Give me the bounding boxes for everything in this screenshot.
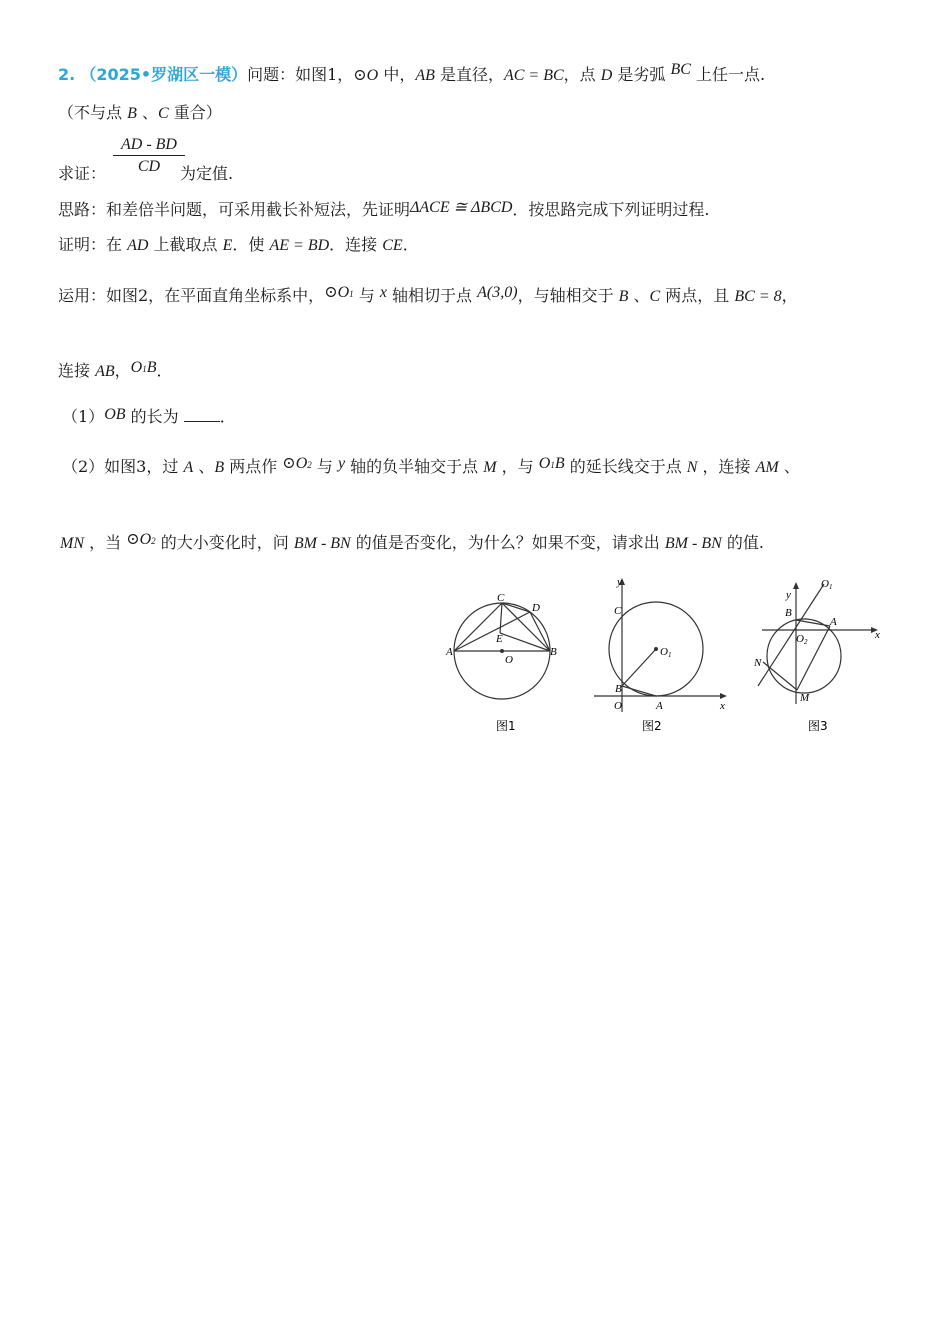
fig1-label-d: D bbox=[532, 602, 540, 614]
math-bm-bn: BM - BN bbox=[664, 535, 722, 552]
fig1-label-b: B bbox=[550, 646, 557, 658]
text: ， bbox=[114, 361, 131, 380]
text: 求证： bbox=[58, 164, 107, 183]
fig1-label-o: O bbox=[505, 654, 513, 666]
text: 证明：在 bbox=[58, 235, 128, 254]
text: 思路：和差倍半问题，可采用截长补短法，先证明 bbox=[58, 200, 411, 219]
problem-line-2 bbox=[58, 102, 222, 125]
text: 两点，且 bbox=[660, 286, 735, 305]
fig2-label-b: B bbox=[615, 683, 622, 695]
math-congruence: ΔACE ≅ ΔBCD bbox=[410, 199, 513, 216]
fig3-label-a: A bbox=[830, 616, 837, 628]
math-ab: AB bbox=[95, 363, 115, 380]
problem-line-4 bbox=[58, 199, 710, 222]
problem-line-7 bbox=[58, 360, 173, 384]
text: 的长为 bbox=[125, 407, 184, 426]
fig2-label-x: x bbox=[720, 700, 725, 712]
fraction-denominator: CD bbox=[137, 158, 161, 175]
text: 、 bbox=[136, 103, 158, 122]
math-circle-o1: ⊙O1 bbox=[324, 284, 354, 301]
fig3-label-x: x bbox=[875, 629, 880, 641]
fig1-segment-ad bbox=[454, 612, 530, 651]
fig1-segment-ac bbox=[454, 603, 502, 651]
math-b: B bbox=[214, 459, 225, 476]
text: ． bbox=[219, 407, 236, 426]
math-b: B bbox=[127, 105, 137, 122]
fig1-label-c: C bbox=[497, 592, 505, 604]
text: ． bbox=[402, 235, 419, 254]
text: 是直径， bbox=[434, 65, 504, 84]
math-ce: CE bbox=[382, 237, 403, 254]
math-bm-bn: BM - BN bbox=[293, 535, 351, 552]
math-ae-bd: AE = BD bbox=[269, 237, 330, 254]
text: 两点作 bbox=[224, 457, 283, 476]
problem-number: 2. bbox=[58, 65, 76, 84]
text: ． bbox=[156, 361, 173, 380]
text: 为定值. bbox=[180, 164, 234, 183]
math-ac-bc: AC = BC bbox=[503, 67, 564, 84]
fig2-segment-ba bbox=[622, 686, 656, 696]
fig2-label-a: A bbox=[656, 700, 663, 712]
fig3-segment-ba bbox=[796, 620, 830, 626]
figure-1 bbox=[440, 590, 570, 740]
text: ．使 bbox=[232, 235, 270, 254]
math-point-a: A(3,0) bbox=[477, 284, 518, 301]
text: ．连接 bbox=[329, 235, 383, 254]
math-am: AM bbox=[755, 459, 779, 476]
answer-blank[interactable] bbox=[184, 405, 220, 422]
math-o1b: O1B bbox=[130, 359, 157, 376]
text: ，当 bbox=[84, 533, 127, 552]
text: ，与轴相交于 bbox=[517, 286, 619, 305]
figure-3 bbox=[750, 574, 890, 740]
fig3-label-n: N bbox=[754, 657, 762, 669]
fig1-segment-ce bbox=[500, 603, 502, 633]
text: ，与 bbox=[496, 457, 539, 476]
math-circle-o2: ⊙O2 bbox=[282, 455, 312, 472]
fig3-line-o1n bbox=[758, 584, 824, 686]
fig2-segment-bo1 bbox=[622, 649, 656, 686]
text: （1） bbox=[62, 407, 105, 426]
math-n: N bbox=[686, 459, 698, 476]
figure-2 bbox=[590, 572, 735, 740]
math-x: x bbox=[379, 284, 387, 301]
fig2-center-dot bbox=[654, 647, 658, 651]
math-c: C bbox=[157, 105, 169, 122]
fig3-y-arrow bbox=[793, 582, 799, 589]
fig2-label-c: C bbox=[614, 605, 622, 617]
question-2-continued bbox=[60, 532, 764, 556]
text: 、 bbox=[778, 457, 800, 476]
math-ad: AD bbox=[127, 237, 149, 254]
fig3-label-b: B bbox=[785, 607, 792, 619]
fig2-x-arrow bbox=[720, 693, 727, 699]
math-y: y bbox=[337, 455, 346, 472]
text: 是劣弧 bbox=[612, 65, 671, 84]
problem-line-1 bbox=[58, 61, 766, 87]
fig3-label-o2: O2 bbox=[796, 633, 808, 646]
text: 连接 bbox=[58, 361, 96, 380]
text: 运用：如图2，在平面直角坐标系中， bbox=[58, 286, 325, 305]
text: ， bbox=[781, 286, 798, 305]
math-e: E bbox=[222, 237, 233, 254]
question-2 bbox=[62, 456, 800, 480]
problem-source: （2025•罗湖区一模） bbox=[80, 65, 248, 84]
text: 的值. bbox=[721, 533, 764, 552]
text: ，点 bbox=[563, 65, 601, 84]
math-mn: MN bbox=[60, 535, 84, 552]
fig2-label-o1: O1 bbox=[660, 646, 672, 659]
problem-line-3 bbox=[58, 163, 233, 185]
question-1 bbox=[62, 405, 236, 429]
text: 、 bbox=[628, 286, 650, 305]
problem-line-6 bbox=[58, 285, 798, 309]
fig2-label-y: y bbox=[617, 576, 622, 588]
text: （2）如图3，过 bbox=[62, 457, 184, 476]
text: 的大小变化时，问 bbox=[155, 533, 294, 552]
math-ab: AB bbox=[415, 67, 435, 84]
fig2-label-o: O bbox=[614, 700, 622, 712]
math-o1b: O1B bbox=[538, 455, 565, 472]
fig3-segment-nm bbox=[763, 662, 797, 690]
fig3-label-y: y bbox=[786, 589, 791, 601]
fig3-label-o1: O1 bbox=[821, 578, 833, 591]
text: 的值是否变化，为什么？如果不变，请求出 bbox=[350, 533, 665, 552]
text: 重合） bbox=[168, 103, 222, 122]
fig1-center-dot bbox=[500, 649, 504, 653]
math-c: C bbox=[649, 288, 661, 305]
text: 轴相切于点 bbox=[386, 286, 478, 305]
problem-line-5 bbox=[58, 234, 419, 257]
text: ．按思路完成下列证明过程. bbox=[512, 200, 710, 219]
math-ob: OB bbox=[104, 406, 126, 423]
math-bc-8: BC = 8 bbox=[734, 288, 782, 305]
fig1-label-e: E bbox=[496, 633, 503, 645]
math-a: A bbox=[183, 459, 194, 476]
text: 轴的负半轴交于点 bbox=[345, 457, 484, 476]
fig1-label-a: A bbox=[446, 646, 453, 658]
math-b: B bbox=[618, 288, 629, 305]
math-circle-o: ⊙O bbox=[353, 67, 379, 84]
fig1-caption: 图1 bbox=[496, 719, 516, 733]
text: 、 bbox=[193, 457, 215, 476]
math-d: D bbox=[600, 67, 613, 84]
text: 与 bbox=[311, 457, 338, 476]
text: （不与点 bbox=[58, 103, 128, 122]
text: 的延长线交于点 bbox=[564, 457, 687, 476]
fraction-numerator: AD - BD bbox=[113, 136, 185, 156]
math-arc-bc: BC bbox=[670, 61, 691, 78]
fig3-label-m: M bbox=[800, 692, 810, 704]
text: 中， bbox=[378, 65, 416, 84]
text: ，连接 bbox=[697, 457, 756, 476]
math-m: M bbox=[483, 459, 497, 476]
text: 上截取点 bbox=[148, 235, 223, 254]
fig2-caption: 图2 bbox=[642, 719, 662, 733]
text: 上任一点. bbox=[690, 65, 766, 84]
math-circle-o2: ⊙O2 bbox=[126, 531, 156, 548]
text: 问题：如图1， bbox=[247, 65, 354, 84]
text: 与 bbox=[353, 286, 380, 305]
fig3-caption: 图3 bbox=[808, 719, 828, 733]
